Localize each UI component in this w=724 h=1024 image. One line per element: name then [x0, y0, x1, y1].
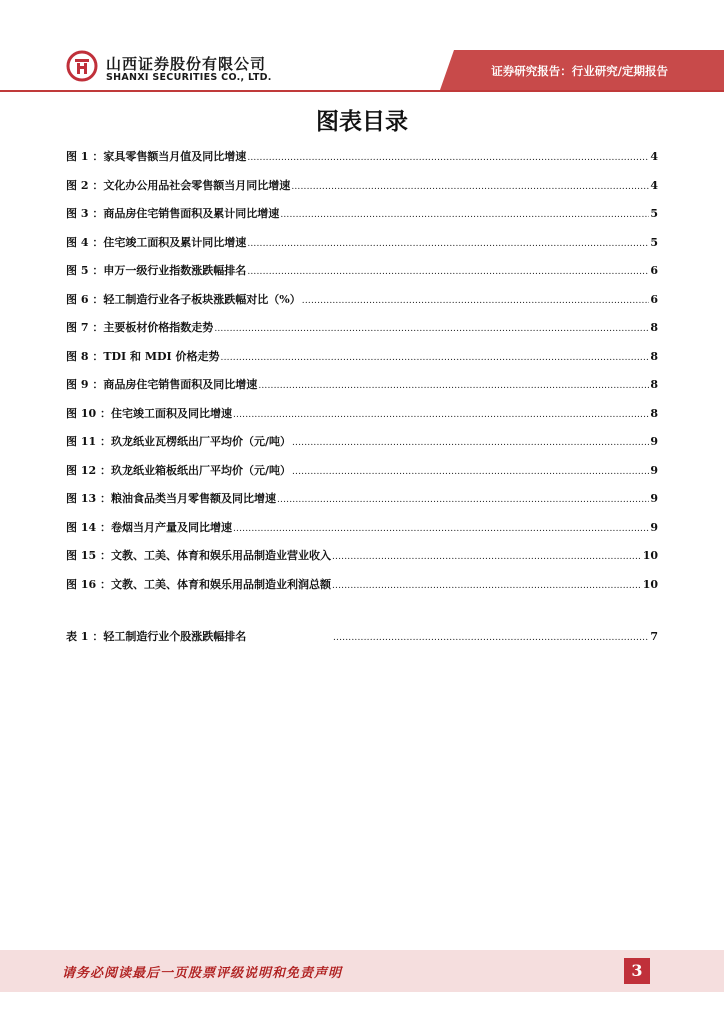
toc-entry-label: 图 8 ：TDI 和 MDI 价格走势	[66, 349, 220, 363]
toc-entry-label: 图 3 ：商品房住宅销售面积及累计同比增速	[66, 207, 280, 220]
company-name-en: SHANXI SECURITIES CO., LTD.	[106, 72, 272, 83]
toc-entry[interactable]	[66, 547, 658, 576]
toc-leader-dots	[292, 467, 649, 477]
toc-entry[interactable]	[66, 262, 658, 291]
toc-entry-label: 图 11 ：玖龙纸业瓦楞纸出厂平均价（元/吨）	[66, 435, 291, 448]
toc-entry-label: 图 2 ：文化办公用品社会零售额当月同比增速	[66, 178, 291, 192]
toc-leader-dots	[233, 410, 649, 420]
disclaimer-text: 请务必阅读最后一页股票评级说明和免责声明	[62, 966, 343, 981]
toc-entry[interactable]	[66, 462, 658, 491]
toc-entry-page: 6	[650, 264, 658, 277]
page-title: 图表目录	[316, 109, 408, 135]
toc-entry[interactable]	[66, 405, 658, 434]
toc-entry-label: 图 15 ：文教、工美、体育和娱乐用品制造业营业收入	[66, 549, 331, 562]
toc-entry-page: 10	[642, 549, 658, 562]
toc-entry-page: 4	[650, 150, 658, 163]
toc-entry[interactable]	[66, 148, 658, 177]
toc-entry-page: 9	[650, 463, 658, 477]
toc-entry-label: 图 7 ：主要板材价格指数走势	[66, 321, 214, 334]
toc-entry-page: 9	[650, 492, 658, 505]
toc-entry-label: 图 13 ：粮油食品类当月零售额及同比增速	[66, 492, 276, 505]
toc-entry-page: 10	[642, 577, 658, 591]
toc-entry-page: 7	[650, 630, 658, 643]
toc-leader-dots	[292, 438, 649, 448]
toc-leader-dots	[214, 324, 649, 334]
toc-entry[interactable]	[66, 376, 658, 405]
toc-entry-page: 5	[650, 235, 658, 249]
toc-leader-dots	[302, 296, 650, 306]
toc-entry-page: 9	[650, 520, 658, 534]
toc-leader-dots	[291, 182, 649, 192]
table-list	[66, 628, 658, 657]
toc-entry-page: 9	[650, 435, 658, 448]
toc-entry[interactable]	[66, 234, 658, 263]
toc-entry-label: 图 4 ：住宅竣工面积及累计同比增速	[66, 235, 247, 249]
shanxi-securities-logo-icon	[66, 50, 98, 82]
toc-entry[interactable]	[66, 519, 658, 548]
figure-list	[66, 148, 658, 604]
toc-entry[interactable]	[66, 490, 658, 519]
toc-entry[interactable]	[66, 628, 658, 657]
toc-entry-label: 图 16 ：文教、工美、体育和娱乐用品制造业利润总额	[66, 577, 331, 591]
toc-entry[interactable]	[66, 177, 658, 206]
toc-entry-page: 8	[650, 349, 658, 363]
toc-leader-dots	[333, 633, 649, 643]
toc-entry[interactable]	[66, 319, 658, 348]
toc-entry-label: 图 5 ：申万一级行业指数涨跌幅排名	[66, 264, 247, 277]
toc-entry[interactable]	[66, 205, 658, 234]
company-name-cn: 山西证券股份有限公司	[106, 55, 267, 73]
toc-entry-page: 6	[650, 292, 658, 306]
toc-entry[interactable]	[66, 291, 658, 320]
page-header	[0, 0, 724, 100]
toc-leader-dots	[247, 267, 649, 277]
toc-entry-label: 图 1 ：家具零售额当月值及同比增速	[66, 150, 247, 163]
toc-entry-page: 5	[650, 207, 658, 220]
toc-entry-label: 表 1 ：轻工制造行业个股涨跌幅排名	[66, 630, 247, 643]
toc-leader-dots	[258, 381, 649, 391]
toc-leader-dots	[221, 353, 650, 363]
toc-entry-label: 图 9 ：商品房住宅销售面积及同比增速	[66, 378, 258, 391]
toc-leader-dots	[247, 153, 649, 163]
toc-leader-dots	[277, 495, 649, 505]
toc-entry-label: 图 10 ：住宅竣工面积及同比增速	[66, 406, 232, 420]
header-divider	[0, 90, 724, 92]
toc-leader-dots	[332, 581, 642, 591]
toc-entry-page: 4	[650, 178, 658, 192]
page-number: 3	[624, 958, 650, 984]
toc-entry-label: 图 14 ：卷烟当月产量及同比增速	[66, 520, 232, 534]
toc-entry-page: 8	[650, 378, 658, 391]
toc-leader-dots	[233, 524, 649, 534]
report-type-label: 证券研究报告：行业研究/定期报告	[491, 64, 668, 78]
toc-entry-label: 图 6 ：轻工制造行业各子板块涨跌幅对比（%）	[66, 292, 301, 306]
toc-leader-dots	[332, 552, 642, 562]
toc-entry[interactable]	[66, 433, 658, 462]
toc-leader-dots	[280, 210, 649, 220]
toc-entry-page: 8	[650, 321, 658, 334]
toc-entry-page: 8	[650, 406, 658, 420]
toc-entry[interactable]	[66, 576, 658, 605]
toc-entry[interactable]	[66, 348, 658, 377]
toc-leader-dots	[247, 239, 649, 249]
toc-entry-label: 图 12 ：玖龙纸业箱板纸出厂平均价（元/吨）	[66, 463, 291, 477]
